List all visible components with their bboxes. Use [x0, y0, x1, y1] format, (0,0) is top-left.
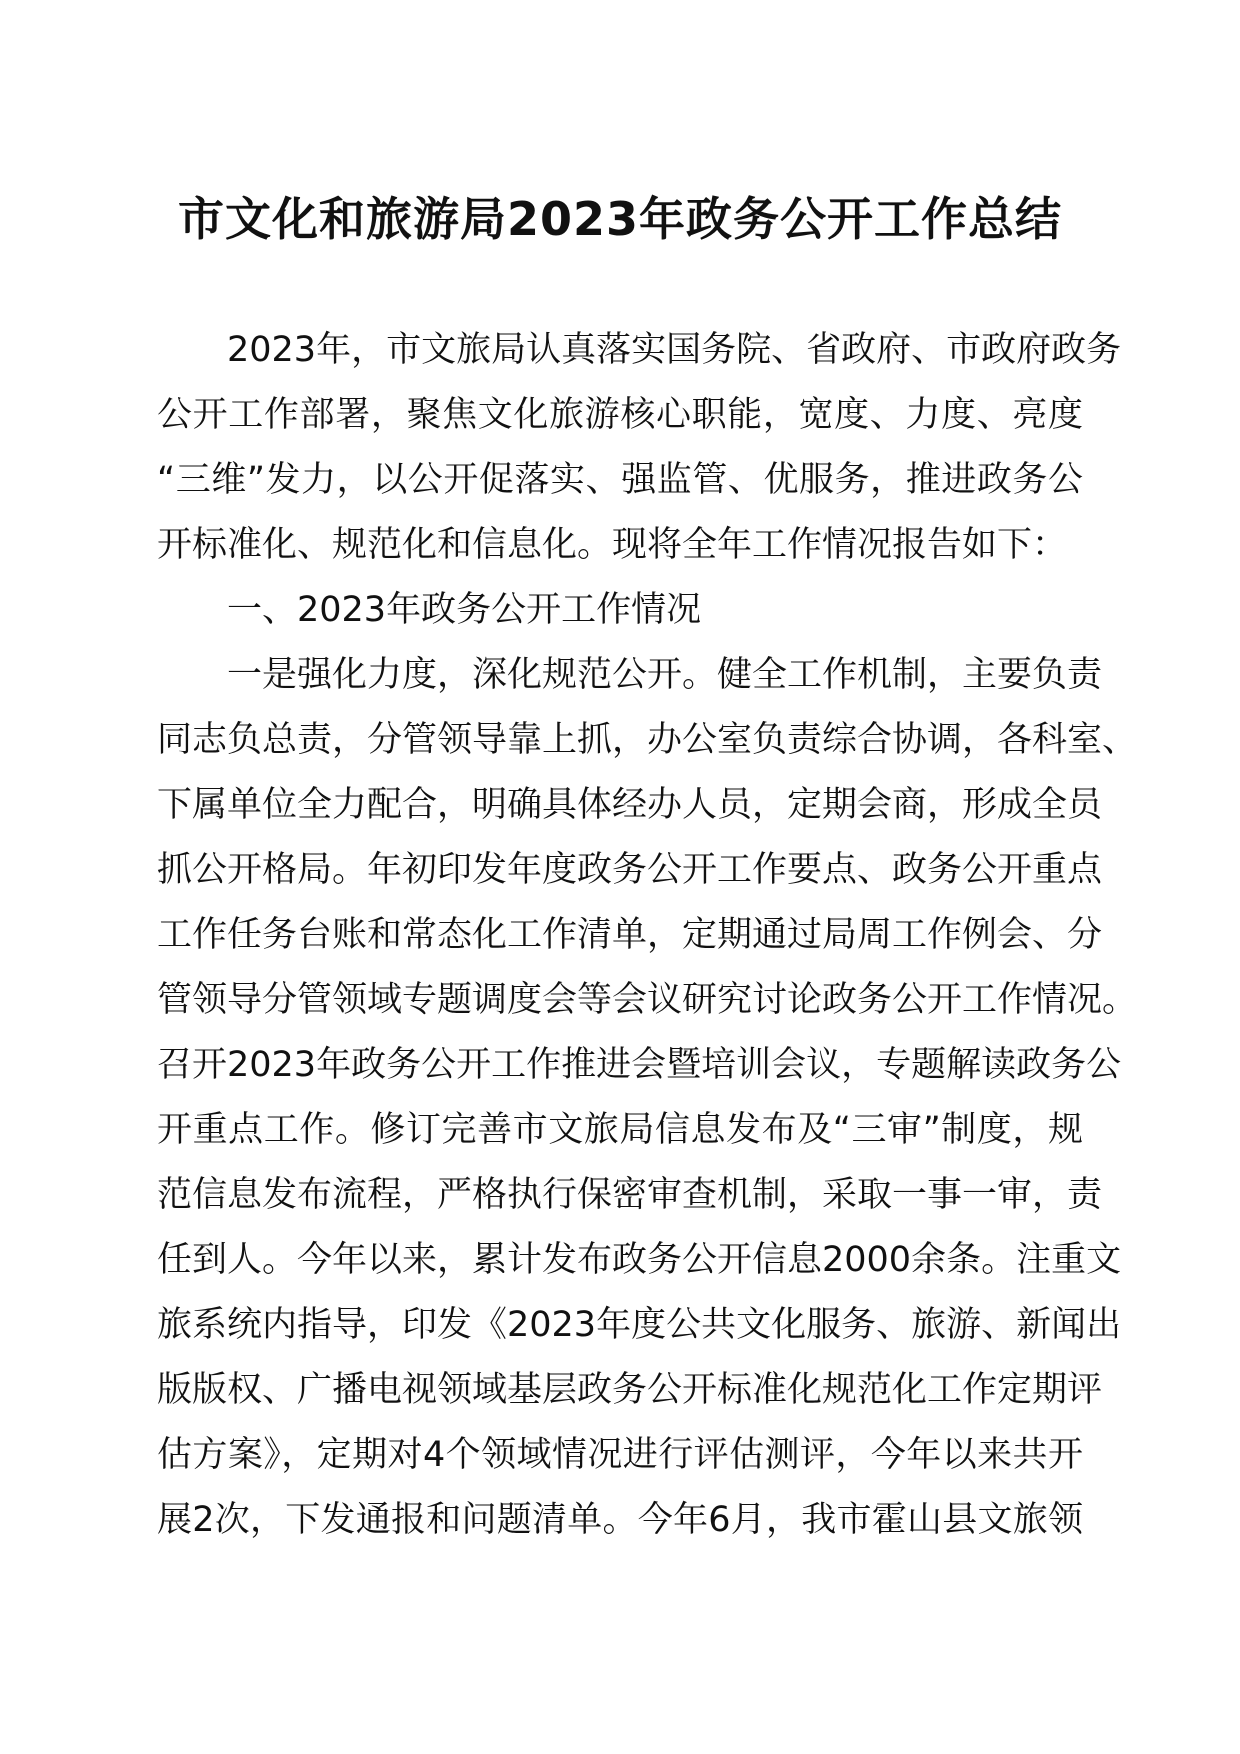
paragraph-line: 工作任务台账和常态化工作清单，定期通过局周工作例会、分 — [157, 915, 1103, 955]
paragraph-line: 召开2023年政务公开工作推进会暨培训会议，专题解读政务公 — [157, 1045, 1122, 1085]
paragraph-line: 范信息发布流程，严格执行保密审查机制，采取一事一审，责 — [157, 1175, 1103, 1215]
document-body — [157, 318, 1138, 1553]
paragraph-line: 下属单位全力配合，明确具体经办人员，定期会商，形成全员 — [157, 785, 1103, 825]
paragraph-line: 开标准化、规范化和信息化。现将全年工作情况报告如下： — [157, 525, 1068, 565]
paragraph-line: 开重点工作。修订完善市文旅局信息发布及“三审”制度，规 — [157, 1110, 1083, 1150]
paragraph-line: 任到人。今年以来，累计发布政务公开信息2000余条。注重文 — [157, 1240, 1122, 1280]
paragraph-line: 估方案》，定期对4个领域情况进行评估测评，今年以来共开 — [157, 1435, 1083, 1475]
section-heading: 一、2023年政务公开工作情况 — [227, 590, 702, 630]
paragraph-line: “三维”发力，以公开促落实、强监管、优服务，推进政务公 — [157, 460, 1083, 500]
paragraph-line: 管领导分管领域专题调度会等会议研究讨论政务公开工作情况。 — [157, 980, 1138, 1020]
paragraph-line: 2023年，市文旅局认真落实国务院、省政府、市政府政务 — [227, 330, 1122, 370]
paragraph-line: 旅系统内指导，印发《2023年度公共文化服务、旅游、新闻出 — [157, 1305, 1122, 1345]
paragraph-line: 展2次，下发通报和问题清单。今年6月，我市霍山县文旅领 — [157, 1500, 1083, 1540]
paragraph-line: 公开工作部署，聚焦文化旅游核心职能，宽度、力度、亮度 — [157, 395, 1083, 435]
paragraph-line: 同志负总责，分管领导靠上抓，办公室负责综合协调，各科室、 — [157, 720, 1138, 760]
paragraph-line: 一是强化力度，深化规范公开。健全工作机制，主要负责 — [227, 655, 1103, 695]
paragraph-line: 抓公开格局。年初印发年度政务公开工作要点、政务公开重点 — [157, 850, 1103, 890]
paragraph-line: 版版权、广播电视领域基层政务公开标准化规范化工作定期评 — [157, 1370, 1103, 1410]
document-title: 市文化和旅游局2023年政务公开工作总结 — [177, 192, 1063, 246]
